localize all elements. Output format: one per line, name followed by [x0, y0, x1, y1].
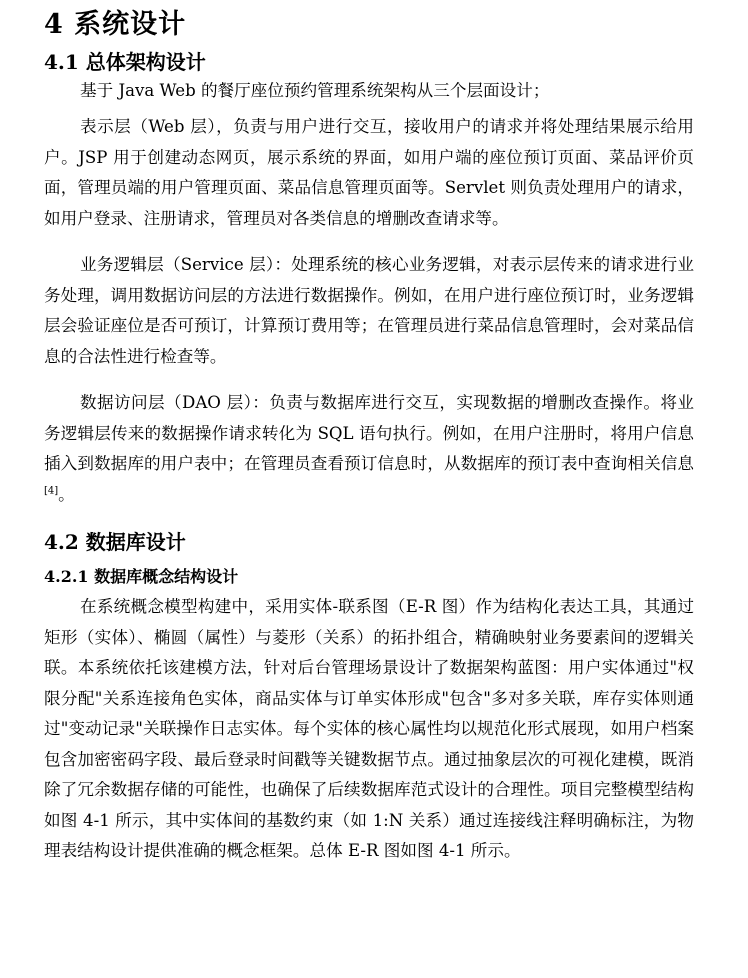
paragraph-presentation-layer: 表示层（Web 层），负责与用户进行交互，接收用户的请求并将处理结果展示给用户。JSP 用于创建动态网页，展示系统的界面，如用户端的座位预订页面、菜品评价页面，管理员端的用户管理页面、菜品信息管理页面等。Servlet 则负责处理用户的请求，如用户登录、注册请求，管理员对各类信息的增删改查请求等。 [44, 117, 694, 228]
paragraph-dao-layer [44, 388, 694, 510]
section-heading-4-1: 4.1 总体架构设计 [44, 50, 206, 74]
subsection-heading-4-2-1: 4.2.1 数据库概念结构设计 [44, 567, 239, 586]
dao-layer-text: 数据访问层（DAO 层）：负责与数据库进行交互，实现数据的增删改查操作。将业务逻辑层传来的数据操作请求转化为 SQL 语句执行。例如，在用户注册时，将用户信息插入到数据库的用户表中；在管理员查看预订信息时，从数据库的预订表中查询相关信息 [44, 393, 694, 473]
chapter-title: 4 系统设计 [44, 9, 187, 40]
section-heading-4-2: 4.2 数据库设计 [44, 530, 186, 554]
dao-layer-tail: 。 [58, 484, 75, 504]
paragraph-er-model: 在系统概念模型构建中，采用实体-联系图（E-R 图）作为结构化表达工具，其通过矩形（实体）、椭圆（属性）与菱形（关系）的拓扑组合，精确映射业务要素间的逻辑关联。本系统依托该建模方法，针对后台管理场景设计了数据架构蓝图：用户实体通过"权限分配"关系连接角色实体，商品实体与订单实体形成"包含"多对多关联，库存实体则通过"变动记录"关联操作日志实体。每个实体的核心属性均以规范化形式展现，如用户档案包含加密密码字段、最后登录时间戳等关键数据节点。通过抽象层次的可视化建模，既消除了冗余数据存储的可能性，也确保了后续数据库范式设计的合理性。项目完整模型结构如图 4-1 所示，其中实体间的基数约束（如 1:N 关系）通过连接线注释明确标注，为物理表结构设计提供准确的概念框架。总体 E-R 图如图 4-1 所示。 [44, 597, 694, 860]
paragraph-intro: 基于 Java Web 的餐厅座位预约管理系统架构从三个层面设计； [80, 81, 550, 100]
citation: [4] [44, 484, 59, 496]
paragraph-service-layer: 业务逻辑层（Service 层）：处理系统的核心业务逻辑，对表示层传来的请求进行业务处理，调用数据访问层的方法进行数据操作。例如，在用户进行座位预订时，业务逻辑层会验证座位是否可预订，计算预订费用等；在管理员进行菜品信息管理时，会对菜品信息的合法性进行检查等。 [44, 255, 694, 366]
